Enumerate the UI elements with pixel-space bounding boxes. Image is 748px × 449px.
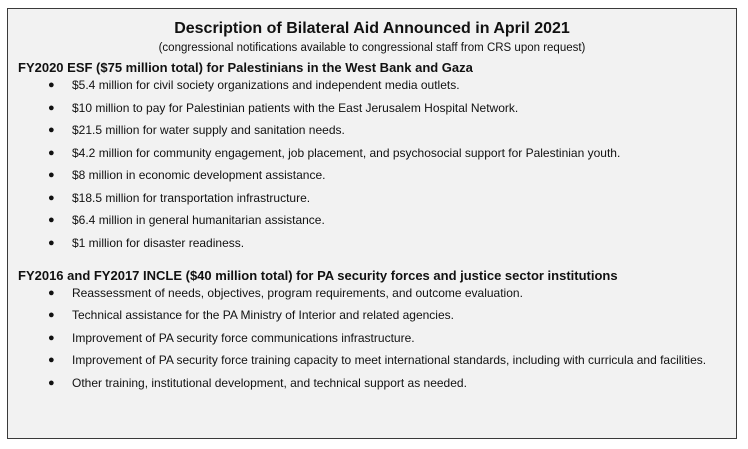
list-item-text: Technical assistance for the PA Ministry of Interior and related agencies. xyxy=(72,308,454,322)
bullet-icon: ● xyxy=(48,146,55,159)
list-item xyxy=(18,213,726,228)
list-item xyxy=(18,168,726,183)
bullet-icon: ● xyxy=(48,309,55,321)
list-item-text: $5.4 million for civil society organizations and independent media outlets. xyxy=(72,78,460,92)
aid-description-box xyxy=(7,8,737,439)
bullet-icon: ● xyxy=(48,214,55,226)
list-item xyxy=(18,78,726,93)
bullet-icon: ● xyxy=(48,286,55,299)
bullet-icon: ● xyxy=(48,101,55,114)
bullet-icon: ● xyxy=(48,376,55,389)
bullet-icon: ● xyxy=(48,79,55,91)
bullet-icon: ● xyxy=(48,124,55,136)
list-item-text: Improvement of PA security force communications infrastructure. xyxy=(72,330,415,345)
list-item-text: $21.5 million for water supply and sanitation needs. xyxy=(72,123,345,137)
list-item xyxy=(18,101,726,116)
bullet-icon: ● xyxy=(48,169,55,181)
box-subtitle: (congressional notifications available to congressional staff from CRS upon request) xyxy=(158,42,586,54)
list-item-text: $18.5 million for transportation infrastructure. xyxy=(72,190,311,205)
list-item-text: Other training, institutional development, and technical support as needed. xyxy=(72,375,467,390)
list-item xyxy=(18,191,726,206)
list-item xyxy=(18,236,726,251)
section-heading-esf: FY2020 ESF ($75 million total) for Palestinians in the West Bank and Gaza xyxy=(18,60,473,75)
list-item-text: $10 million to pay for Palestinian patients with the East Jerusalem Hospital Network. xyxy=(72,100,519,115)
list-item-text: Improvement of PA security force training capacity to meet international standards, including with curricula and facilities. xyxy=(72,353,707,367)
list-item xyxy=(18,146,726,161)
list-item xyxy=(18,353,726,368)
list-item xyxy=(18,286,726,301)
list-item xyxy=(18,123,726,138)
section-heading-incle: FY2016 and FY2017 INCLE ($40 million total) for PA security forces and justice sector institutions xyxy=(18,267,618,283)
bullet-icon: ● xyxy=(48,236,55,249)
list-item-text: $6.4 million in general humanitarian assistance. xyxy=(72,213,325,227)
bullet-icon: ● xyxy=(48,354,55,366)
box-title: Description of Bilateral Aid Announced in April 2021 xyxy=(174,20,570,37)
esf-item-list xyxy=(18,78,726,251)
list-item-text: $4.2 million for community engagement, job placement, and psychosocial support for Palestinian youth. xyxy=(72,145,621,160)
list-item-text: Reassessment of needs, objectives, program requirements, and outcome evaluation. xyxy=(72,285,523,300)
list-item-text: $8 million in economic development assistance. xyxy=(72,168,326,182)
bullet-icon: ● xyxy=(48,191,55,204)
list-item xyxy=(18,308,726,323)
list-item xyxy=(18,376,726,391)
list-item-text: $1 million for disaster readiness. xyxy=(72,235,245,250)
bullet-icon: ● xyxy=(48,331,55,344)
list-item xyxy=(18,331,726,346)
incle-item-list xyxy=(18,286,726,391)
